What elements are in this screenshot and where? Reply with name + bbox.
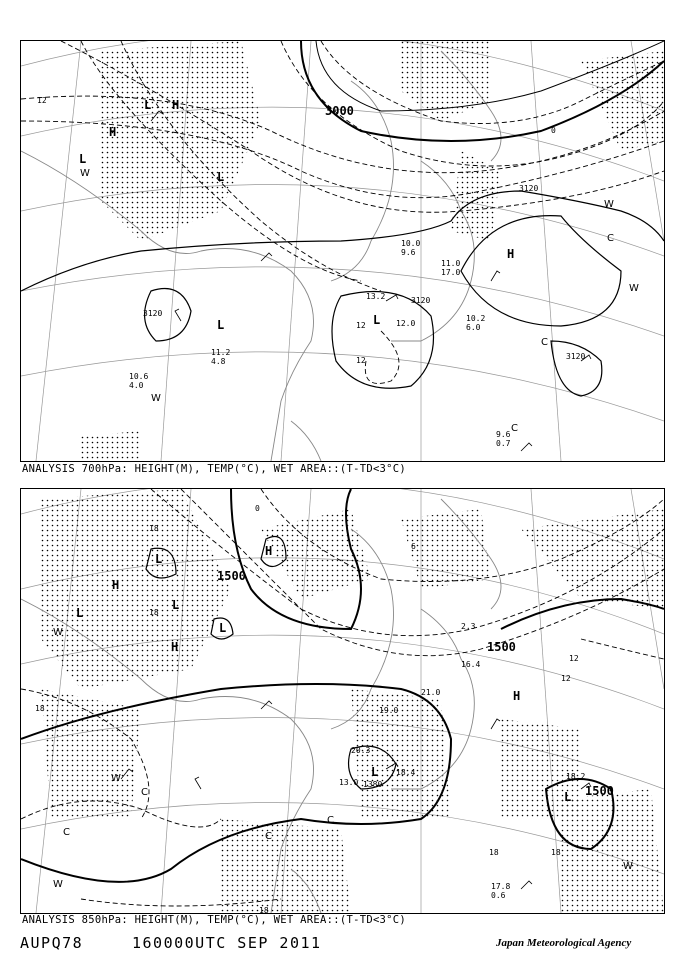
warm-symbol: W: [53, 879, 63, 890]
warm-symbol: W: [151, 393, 161, 404]
height-label: 1380: [363, 780, 383, 789]
station-value: 10.0: [401, 239, 421, 248]
cold-symbol: C: [511, 423, 518, 434]
temp-label: 0: [255, 504, 260, 513]
station-value: 19.0: [379, 706, 399, 715]
high-symbol: H: [513, 689, 521, 703]
agency-name: Japan Meteorological Agency: [496, 937, 632, 949]
station-value: 16.4: [461, 660, 481, 669]
station-value: 18.4: [396, 768, 416, 777]
height-label: 1500: [585, 784, 614, 798]
cold-symbol: C: [265, 831, 272, 842]
caption-700hpa: ANALYSIS 700hPa: HEIGHT(M), TEMP(°C), WET AREA::(T-TD<3°C): [22, 463, 407, 475]
temp-label: 18: [149, 524, 159, 533]
station-value: 20.3: [351, 746, 371, 755]
map-700hpa-canvas: [21, 41, 664, 461]
height-label: 1500: [217, 569, 246, 583]
height-label: 3120: [143, 309, 163, 318]
station-value: 11.0: [441, 259, 461, 268]
high-symbol: H: [507, 247, 515, 261]
height-label: 3000: [325, 104, 354, 118]
warm-symbol: W: [604, 199, 614, 210]
low-symbol: L: [217, 170, 225, 184]
station-value: 9.6: [496, 430, 511, 439]
warm-symbol: W: [53, 627, 63, 638]
cold-symbol: C: [327, 815, 334, 826]
low-symbol: L: [371, 765, 379, 779]
station-value: 6.0: [466, 323, 481, 332]
height-label: 3120: [566, 352, 586, 361]
analysis-time: 160000UTC SEP 2011: [132, 934, 322, 952]
cold-symbol: C: [607, 233, 614, 244]
station-value: 9.6: [401, 248, 416, 257]
coastlines: [21, 51, 501, 461]
station-value: 10.2: [466, 314, 486, 323]
high-symbol: H: [265, 544, 273, 558]
station-value: 10.6: [129, 372, 149, 381]
temp-label: 6: [411, 542, 416, 551]
low-symbol: L: [564, 790, 572, 804]
station-value: 4.0: [129, 381, 144, 390]
station-value: 17.0: [441, 268, 461, 277]
station-value: 4.8: [211, 357, 226, 366]
station-value: 13.0: [339, 778, 359, 787]
map-850hpa-canvas: [21, 489, 664, 913]
map-700hpa: [20, 40, 665, 462]
temp-label: 12: [356, 356, 366, 365]
high-symbol: H: [172, 98, 180, 112]
cold-symbol: C: [141, 787, 148, 798]
wet-areas: [81, 41, 664, 461]
station-value: 17.8: [491, 882, 511, 891]
warm-symbol: W: [111, 773, 121, 784]
temp-label: 18: [489, 848, 499, 857]
cold-symbol: C: [541, 337, 548, 348]
low-symbol: L: [76, 606, 84, 620]
caption-850hpa: ANALYSIS 850hPa: HEIGHT(M), TEMP(°C), WET AREA::(T-TD<3°C): [22, 914, 407, 926]
station-value: 0.6: [491, 891, 506, 900]
low-symbol: L: [155, 552, 163, 566]
temp-label: 18: [551, 848, 561, 857]
temp-label: 18: [149, 608, 159, 617]
warm-symbol: W: [623, 861, 633, 872]
temp-label: 12: [569, 654, 579, 663]
height-label: 1500: [487, 640, 516, 654]
low-symbol: L: [144, 98, 152, 112]
low-symbol: L: [79, 152, 87, 166]
station-value: 21.0: [421, 688, 441, 697]
station-value: 0.7: [496, 439, 511, 448]
low-symbol: L: [172, 598, 180, 612]
height-label: 3120: [411, 296, 431, 305]
low-symbol: L: [219, 621, 227, 635]
temp-label: 12: [356, 321, 366, 330]
warm-symbol: W: [80, 168, 90, 179]
station-value: 13.2: [366, 292, 386, 301]
high-symbol: H: [112, 578, 120, 592]
temp-label: 18: [35, 704, 45, 713]
temp-label: 0: [551, 126, 556, 135]
height-label: 3120: [519, 184, 539, 193]
station-value: 12.0: [396, 319, 416, 328]
cold-symbol: C: [63, 827, 70, 838]
map-850hpa: [20, 488, 665, 914]
temp-label: 12: [561, 674, 571, 683]
station-value: 11.2: [211, 348, 231, 357]
warm-symbol: W: [629, 283, 639, 294]
temp-label: 12: [37, 96, 47, 105]
chart-code: AUPQ78: [20, 934, 84, 952]
temp-label: 18: [259, 906, 269, 913]
station-value: 18.2: [566, 772, 586, 781]
high-symbol: H: [171, 640, 179, 654]
low-symbol: L: [373, 313, 381, 327]
station-value: 2.3: [461, 622, 476, 631]
high-symbol: H: [109, 125, 117, 139]
low-symbol: L: [217, 318, 225, 332]
